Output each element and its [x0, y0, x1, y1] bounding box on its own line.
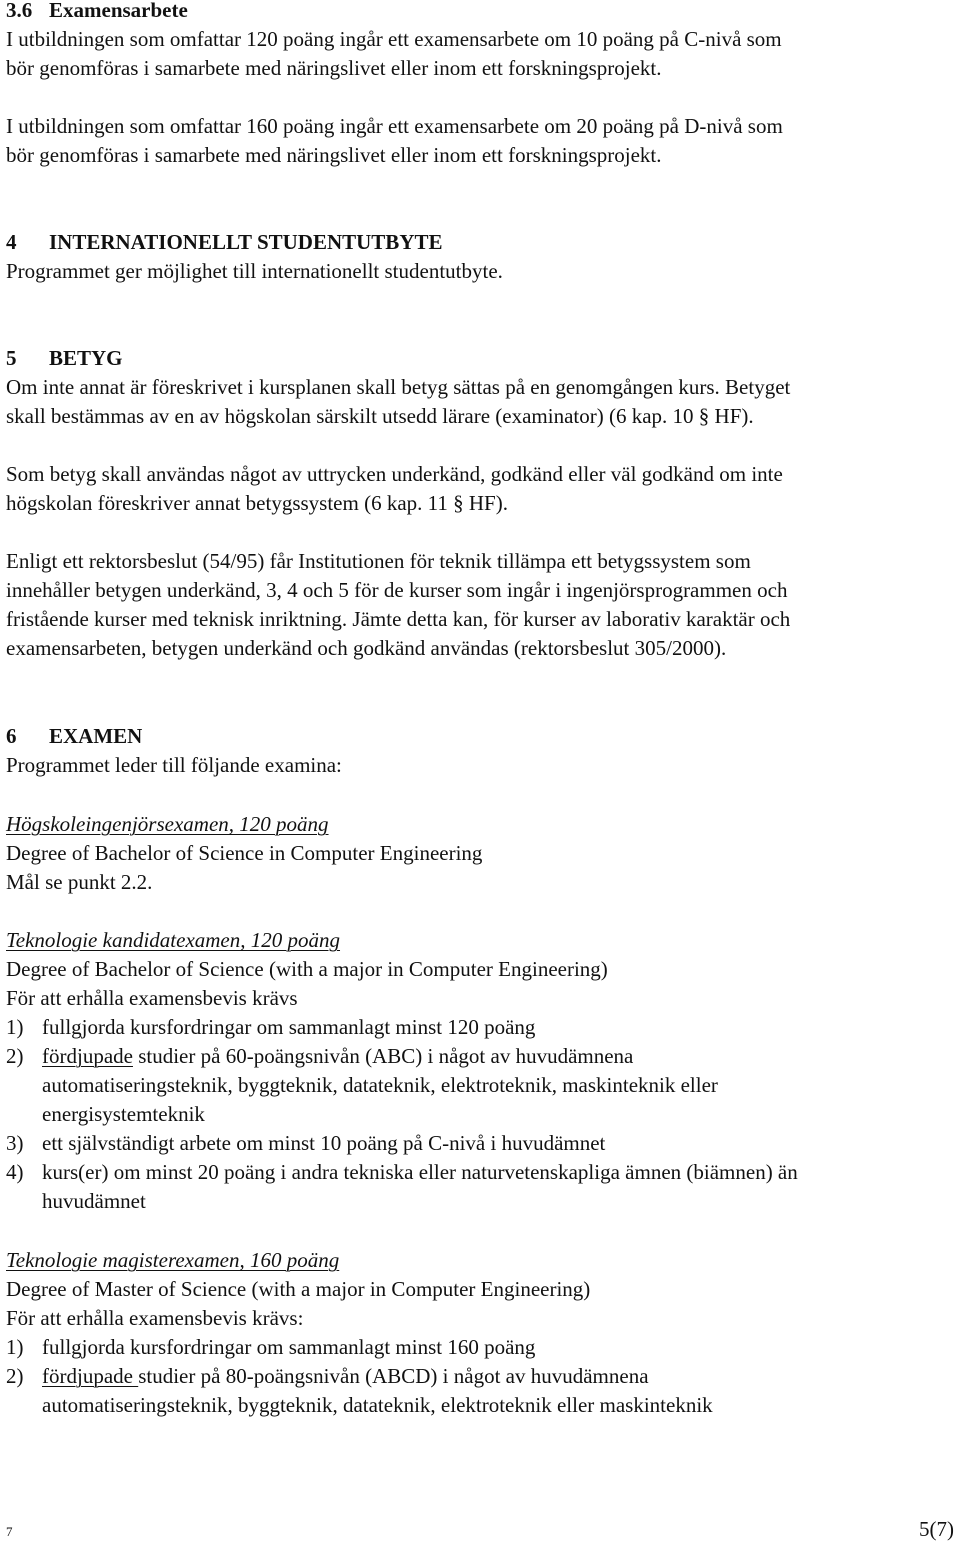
section-6 — [6, 722, 956, 780]
heading-text: BETYG — [49, 346, 123, 370]
degree-english-name: Degree of Bachelor of Science (with a major in Computer Engineering) — [6, 957, 608, 981]
heading-number: 6 — [6, 724, 17, 748]
paragraph-line: innehåller betygen underkänd, 3, 4 och 5 för de kurser som ingår i ingenjörsprogrammen och — [6, 578, 788, 602]
paragraph-line: I utbildningen som omfattar 120 poäng ingår ett examensarbete om 10 poäng på C-nivå som — [6, 27, 782, 51]
list-text: kurs(er) om minst 20 poäng i andra tekniska eller naturvetenskapliga ämnen (biämnen) än — [42, 1160, 798, 1184]
paragraph-line: skall bestämmas av en av högskolan särskilt utsedd lärare (examinator) (6 kap. 10 § HF). — [6, 404, 754, 428]
section-heading — [6, 722, 956, 751]
degree-english-name: Degree of Master of Science (with a major in Computer Engineering) — [6, 1277, 591, 1301]
underlined-text: fördjupade — [42, 1044, 133, 1068]
section-heading — [6, 228, 956, 257]
list-item — [6, 1129, 956, 1158]
degree-title: Högskoleingenjörsexamen, 120 poäng — [6, 812, 329, 836]
paragraph — [6, 112, 956, 170]
list-continuation: energisystemteknik — [42, 1102, 205, 1126]
paragraph-line: högskolan föreskriver annat betygssystem (6 kap. 11 § HF). — [6, 491, 508, 515]
list-number: 1) — [6, 1335, 24, 1359]
degree-block — [6, 926, 956, 1216]
paragraph-line: examensarbeten, betygen underkänd och godkänd användas (rektorsbeslut 305/2000). — [6, 636, 727, 660]
list-text: studier på 60-poängsnivån (ABC) i något av huvudämnena — [132, 1044, 634, 1068]
requirements-intro: För att erhålla examensbevis krävs — [6, 986, 298, 1010]
list-item — [6, 1042, 956, 1071]
list-item — [6, 1158, 956, 1187]
footer-left-number: 7 — [6, 1524, 13, 1539]
list-number: 4) — [6, 1160, 24, 1184]
list-item — [6, 1013, 956, 1042]
heading-number: 4 — [6, 230, 17, 254]
paragraph-line: Om inte annat är föreskrivet i kursplanen skall betyg sättas på en genomgången kurs. Betyget — [6, 375, 791, 399]
list-continuation: huvudämnet — [42, 1189, 146, 1213]
paragraph-line: fristående kurser med teknisk inriktning. Jämte detta kan, för kurser av laborativ karaktär och — [6, 607, 791, 631]
requirements-intro: För att erhålla examensbevis krävs: — [6, 1306, 304, 1330]
paragraph-line: I utbildningen som omfattar 160 poäng ingår ett examensarbete om 20 poäng på D-nivå som — [6, 114, 783, 138]
list-item — [6, 1333, 956, 1362]
heading-text: INTERNATIONELLT STUDENTUTBYTE — [49, 230, 443, 254]
paragraph-line: bör genomföras i samarbete med näringslivet eller inom ett forskningsprojekt. — [6, 56, 662, 80]
list-continuation: automatiseringsteknik, byggteknik, datateknik, elektroteknik eller maskinteknik — [42, 1393, 713, 1417]
paragraph-line: Programmet leder till följande examina: — [6, 753, 342, 777]
degree-block — [6, 1246, 956, 1420]
list-number: 3) — [6, 1131, 24, 1155]
list-item — [6, 1362, 956, 1391]
list-continuation: automatiseringsteknik, byggteknik, datateknik, elektroteknik, maskinteknik eller — [42, 1073, 718, 1097]
heading-text: EXAMEN — [49, 724, 143, 748]
section-3-6 — [6, 0, 956, 83]
section-5 — [6, 344, 956, 431]
list-number: 2) — [6, 1364, 24, 1388]
degree-title: Teknologie kandidatexamen, 120 poäng — [6, 928, 341, 952]
degree-note: Mål se punkt 2.2. — [6, 870, 153, 894]
paragraph-line: bör genomföras i samarbete med näringslivet eller inom ett forskningsprojekt. — [6, 143, 662, 167]
list-text: fullgjorda kursfordringar om sammanlagt minst 160 poäng — [42, 1335, 536, 1359]
list-number: 2) — [6, 1044, 24, 1068]
list-text: studier på 80-poängsnivån (ABCD) i något av huvudämnena — [138, 1364, 649, 1388]
page-number: 5(7) — [919, 1517, 954, 1541]
paragraph-line: Programmet ger möjlighet till internationellt studentutbyte. — [6, 259, 503, 283]
paragraph-line: Enligt ett rektorsbeslut (54/95) får Institutionen för teknik tillämpa ett betygssystem som — [6, 549, 751, 573]
paragraph — [6, 460, 956, 518]
list-text: ett självständigt arbete om minst 10 poäng på C-nivå i huvudämnet — [42, 1131, 606, 1155]
heading-text: Examensarbete — [49, 0, 188, 22]
degree-block — [6, 810, 956, 897]
section-heading — [6, 344, 956, 373]
list-number: 1) — [6, 1015, 24, 1039]
heading-number: 5 — [6, 346, 17, 370]
degree-title: Teknologie magisterexamen, 160 poäng — [6, 1248, 340, 1272]
paragraph-line: Som betyg skall användas något av uttrycken underkänd, godkänd eller väl godkänd om inte — [6, 462, 783, 486]
paragraph — [6, 547, 956, 663]
section-heading — [6, 0, 956, 25]
underlined-text: fördjupade — [42, 1364, 139, 1388]
heading-number: 3.6 — [6, 0, 33, 22]
section-4 — [6, 228, 956, 286]
list-text: fullgjorda kursfordringar om sammanlagt minst 120 poäng — [42, 1015, 536, 1039]
degree-english-name: Degree of Bachelor of Science in Computer Engineering — [6, 841, 483, 865]
